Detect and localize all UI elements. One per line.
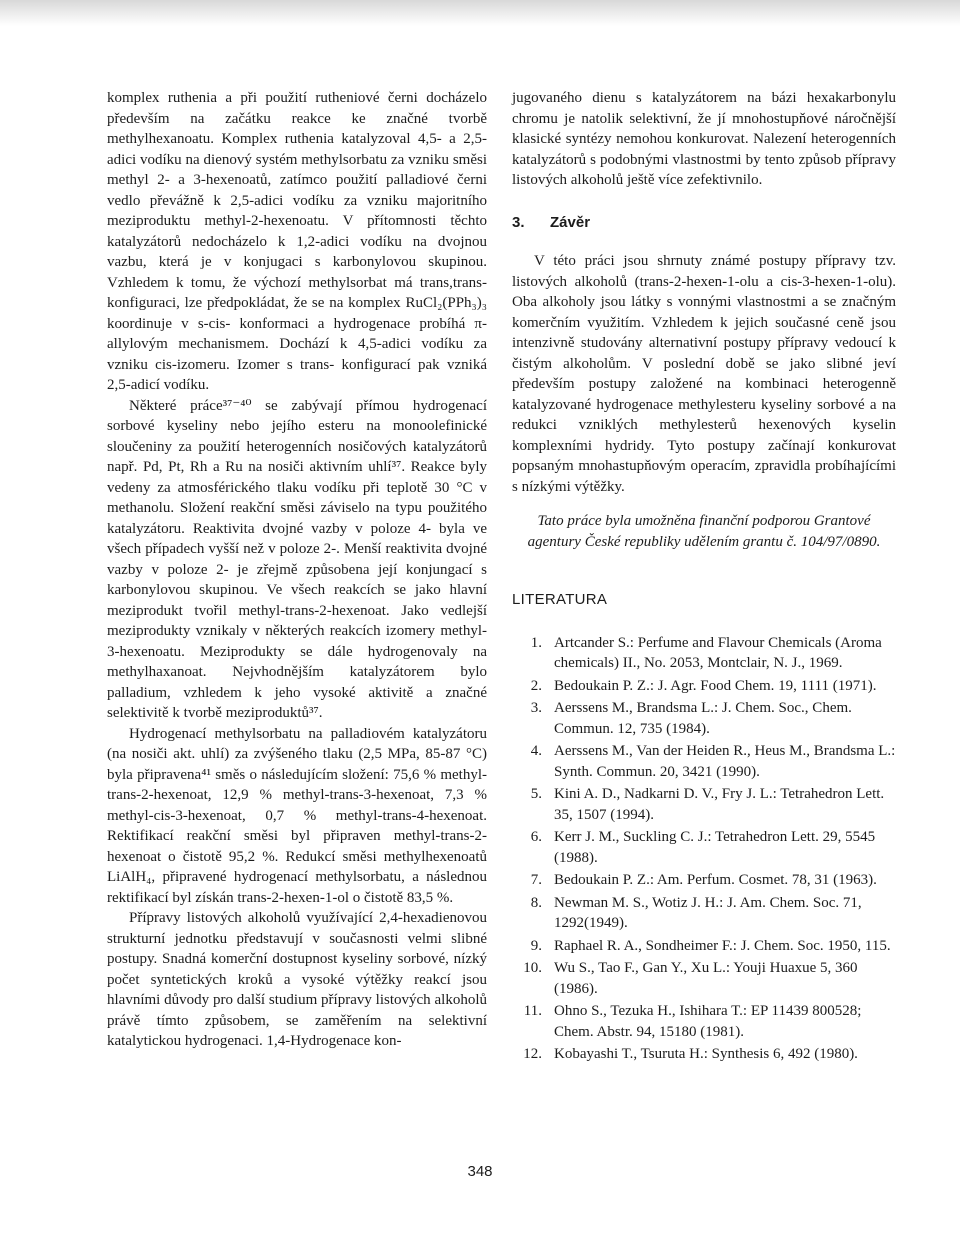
reference-number: 6. [530,829,542,845]
reference-text: Raphael R. A., Sondheimer F.: J. Chem. Soc. 1950, 115. [554,937,891,954]
acknowledgement: Tato práce byla umožněna finanční podporou Grantové agentury České republiky udělením grantu č. 104/97/0890. [527,513,881,550]
reference-item [512,870,896,891]
reference-text: Aerssens M., Brandsma L.: J. Chem. Soc., Chem. Commun. 12, 735 (1984). [554,700,852,737]
paragraph-conclusion: V této práci jsou shrnuty známé postupy přípravy tzv. listových alkoholů (trans-2-hexen-1-olu a cis-3-hexen-1-olu). Oba alkoholy jsou látky s vonnými vlastnostmi a se značným komerčním využitím. Vzhledem k jejich současné ceně jsou intenzivně studovány alternativní postupy přípravy vedoucí k čistým alkoholům. V poslední době se jako slibné jeví především postupy založené na kombinaci heterogenně katalyzované hydrogenace methylesteru kyseliny sorbové a na redukci vzniklých methylesterů hexenových kyselin komplexními hydridy. Tyto postupy začínají konkurovat popsaným mnohastupňovým operacím, zpravidla probíhajícími s nízkými výtěžky. [512,253,896,495]
reference-list [512,633,896,1065]
reference-item [512,633,896,674]
reference-number: 7. [530,872,542,888]
reference-item [512,698,896,739]
reference-number: 8. [530,894,542,911]
literature-heading: LITERATURA [512,591,608,608]
reference-number: 2. [530,677,542,694]
reference-number: 9. [530,937,542,954]
paragraph-continuation: jugovaného dienu s katalyzátorem na bázi hexakarbonylu chromu je natolik selektivní, že jí mnohostupňové náročnější klasické syntézy nemohou konkurovat. Nalezení heterogenních katalyzátorů s podobnými vlastnostmi by tento způsob přípravy listových alkoholů ještě více zefektivnilo. [512,90,896,188]
reference-text: Bedoukain P. Z.: Am. Perfum. Cosmet. 78, 31 (1963). [554,872,877,888]
reference-item [512,741,896,782]
reference-number: 10. [523,960,542,976]
reference-item [512,784,896,825]
reference-number: 5. [530,786,542,802]
reference-item [512,893,896,934]
paragraph-heterogeneous: Některé práce³⁷⁻⁴⁰ se zabývají přímou hydrogenací sorbové kyseliny nebo jejího esteru na monoolefinické sloučeniny za použití heterogenních nosičových katalyzátorů např. Pd, Pt, Rh a Ru na nosiči aktivním uhlí³⁷. Reakce byly vedeny za atmosférického tlaku vodíku při teplotě 30 °C v methanolu. Složení reakční směsi záviselo na typu použitého katalyzátoru. Reaktivita dvojné vazby v poloze 4- byla ve všech případech vyšší než v poloze 2-. Menší reaktivita dvojné vazby v poloze 2- je zřejmě způsobena její konjungací s karbonylovou skupinou. Ve všech reakcích se jako hlavní meziprodukt tvořil methyl-trans-2-hexenoat. Jako vedlejší meziprodukty vznikaly v některých reakcích izomery methyl-3-hexenoatu. Meziprodukty se dále hydrogenovaly na methylhaxanoat. Nejvhodnějším katalyzátorem bylo palladium, vzhledem k jeho vysoké aktivitě a značné selektivitě k tvorbě meziproduktů³⁷. [107,397,487,721]
left-column [107,88,487,1052]
reference-text: Kobayashi T., Tsuruta H.: Synthesis 6, 492 (1980). [554,1046,858,1062]
section-title: Závěr [550,213,591,231]
reference-item [512,1044,896,1065]
section-number: 3. [512,213,525,231]
page-number: 348 [467,1163,493,1180]
reference-number: 11. [523,1003,542,1019]
scan-top-edge [0,0,960,26]
reference-number: 1. [530,634,542,651]
reference-text: Kini A. D., Nadkarni D. V., Fry J. L.: Tetrahedron Lett. 35, 1507 (1994). [554,786,885,823]
reference-item [512,1001,896,1042]
reference-item [512,936,896,957]
paragraph-outlook: Přípravy listových alkoholů využívající 2,4-hexadienovou strukturní jednotku představují v současnosti velmi slibné postupy. Snadná komerční dostupnost kyseliny sorbové, nízký počet syntetických kroků a vysoké výtěžky reakcí jsou hlavními důvody pro další studium přípravy listových alkoholů právě tímto způsobem, se zaměřením na selektivní katalytickou hydrogenaci. 1,4-Hydrogenace kon- [107,910,487,1049]
reference-number: 12. [523,1046,542,1062]
paragraph-palladium: Hydrogenací methylsorbatu na palladiovém katalyzátoru (na nosiči akt. uhlí) za zvýšeného tlaku (2,5 MPa, 85-87 °C) byla připravena⁴¹ směs o následujícím složení: 75,6 % methyl-trans-2-hexenoat, 12,9 % methyl-trans-3-hexenoat, 7,3 % methyl-cis-3-hexenoat, 0,7 % methyl-trans-4-hexenoat. Rektifikací reakční směsi byl připraven methyl-trans-2-hexenoat o čistotě 95,2 %. Redukcí směsi methylhexenoatů LiAlH₄, připravené hydrogenací methylsorbatu, a následnou rektifikací byl získán trans-2-hexen-1-ol o čistotě 83,5 %. [107,725,487,906]
reference-text: Newman M. S., Wotiz J. H.: J. Am. Chem. Soc. 71, 1292(1949). [554,894,862,931]
reference-text: Ohno S., Tezuka H., Ishihara T.: EP 11439 800528; Chem. Abstr. 94, 15180 (1981). [554,1003,862,1040]
reference-item [512,827,896,868]
paragraph-ruthenium: komplex ruthenia a při použití rutheniové černi docházelo především na začátku reakce ke značné tvorbě methylhexanoatu. Komplex ruthenia katalyzoval 4,5- a 2,5-adici vodíku na dienový systém methylsorbatu za vzniku směsi methyl 2- a 3-hexenoatů, zatímco použití palladiové černi vedlo převážně k 2,5-adici vodíku za vzniku majoritního meziproduktu methyl-2-hexenoatu. V přítomnosti těchto katalyzátorů nedocházelo k 1,2-adici vodíku na dvojnou vazbu, která je v konjugaci s karbonylovou skupinou. Vzhledem k tomu, že výchozí methylsorbat má trans,trans-konfiguraci, lze předpokládat, že se na komplex RuCl₂(PPh₃)₃ koordinuje v s-cis- konformaci a hydrogenace probíhá π-allylovým mechanismem. Dochází k 4,5-adici vodíku za vzniku cis-izomeru. Izomer s trans- konfigurací pak vzniká 2,5-adicí vodíku. [107,90,487,393]
reference-text: Artcander S.: Perfume and Flavour Chemicals (Aroma chemicals) II., No. 2053, Montclair, N. J., 1969. [554,634,882,671]
reference-number: 3. [530,700,542,716]
reference-item [512,958,896,999]
right-column [512,88,896,1067]
reference-text: Kerr J. M., Suckling C. J.: Tetrahedron Lett. 29, 5545 (1988). [554,829,876,866]
section-heading [512,213,896,234]
reference-text: Bedoukain P. Z.: J. Agr. Food Chem. 19, 1111 (1971). [554,677,877,694]
reference-number: 4. [530,743,542,759]
reference-text: Aerssens M., Van der Heiden R., Heus M., Brandsma L.: Synth. Commun. 20, 3421 (1990). [554,743,896,780]
reference-item [512,676,896,697]
reference-text: Wu S., Tao F., Gan Y., Xu L.: Youji Huaxue 5, 360 (1986). [554,960,858,997]
